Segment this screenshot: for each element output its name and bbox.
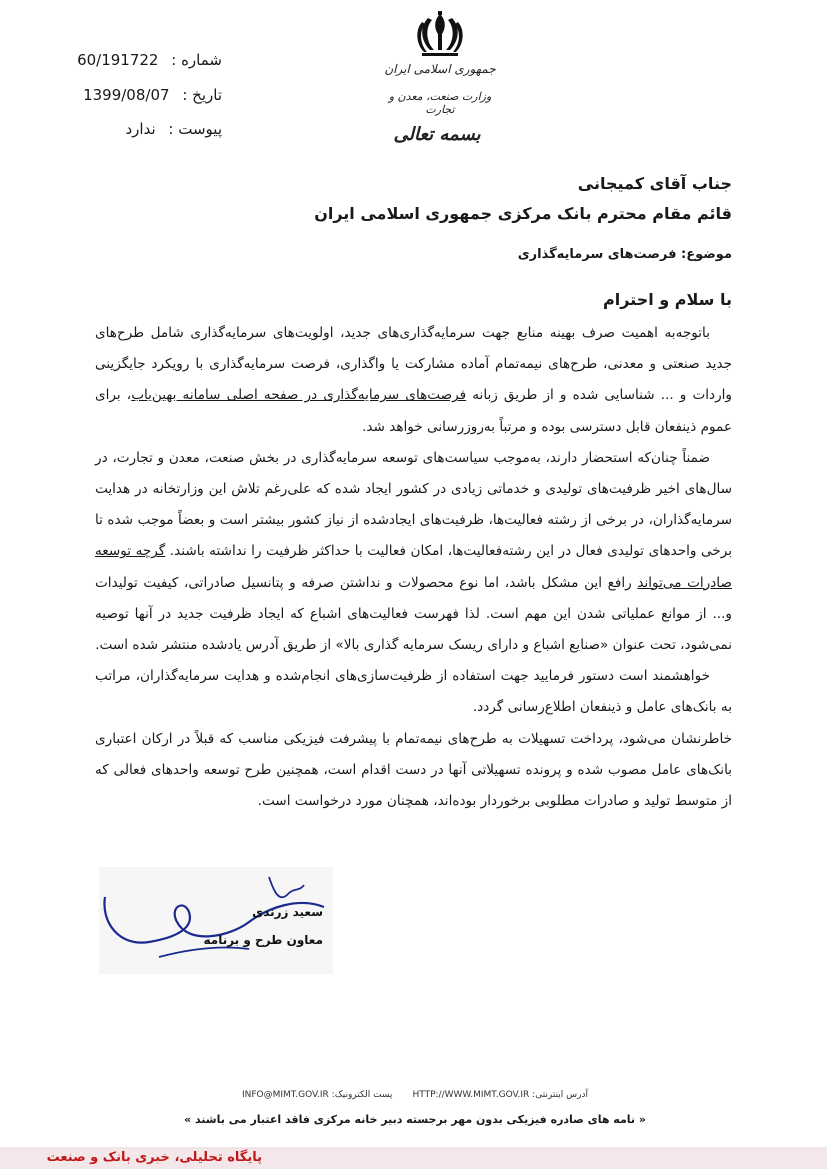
underlined-phrase-2: گرچه توسعه صادرات می‌تواند	[95, 543, 732, 591]
letter-number-value: 60/191722	[77, 51, 159, 69]
letter-attachment-label: پیوست :	[168, 120, 222, 138]
signatory-title: معاون طرح و برنامه	[203, 933, 323, 947]
subject-line: موضوع: فرصت‌های سرمایه‌گذاری	[517, 247, 732, 262]
source-banner-text: پایگاه تحلیلی، خبری بانک و صنعت	[46, 1150, 262, 1165]
letter-date	[83, 86, 222, 104]
iran-emblem-icon	[414, 10, 466, 64]
letter-number	[77, 51, 222, 69]
letter-date-value: 1399/08/07	[83, 86, 170, 104]
paragraph-4: خاطرنشان می‌شود، پرداخت تسهیلات به طرح‌های نیمه‌تمام با پیشرفت فیزیکی مناسب که قبلاً در ارکان اعتباری بانک‌های عامل مصوب شده و پرونده تسهیلاتی آنها در دست اقدام است، همچنین طرح توسعه واحدهای فعالی که از متوسط تولید و صادرات مطلوبی برخوردار بوده‌اند، همچنان مورد درخواست است.	[95, 730, 732, 810]
footer-contact	[120, 1090, 710, 1100]
handwritten-signature-icon	[99, 867, 333, 974]
header-ministry: وزارت صنعت، معدن و تجارت	[388, 90, 492, 116]
underlined-phrase-1: فرصت‌های سرمایه‌گذاری در صفحه اصلی سامانه بهین‌یاب	[131, 387, 467, 404]
header-bismillah: بسمه تعالی	[393, 124, 481, 145]
signature-block	[99, 867, 333, 974]
footer-website-label: :آدرس اینترنتی	[532, 1090, 589, 1100]
recipient-name: جناب آقای کمیجانی	[577, 174, 732, 193]
footer-website: HTTP://WWW.MIMT.GOV.IR	[412, 1090, 530, 1100]
paragraph-3: خواهشمند است دستور فرمایید جهت استفاده از ظرفیت‌سازی‌های انجام‌شده و هدایت سرمایه‌گذاران، مراتب به بانک‌های عامل و ذینفعان اطلاع‌رسانی گردد.	[95, 668, 732, 716]
greeting: با سلام و احترام	[603, 290, 732, 309]
signatory-name: سعید زرندی	[252, 905, 323, 919]
paragraph-2: ضمناً چنان‌که استحضار دارند، به‌موجب سیاست‌های توسعه سرمایه‌گذاری در بخش صنعت، معدن و تجارت، در سال‌های اخیر ظرفیت‌های تولیدی و خدماتی زیادی در کشور ایجاد شده که علی‌رغم تلاش این وزارتخانه در هدایت سرمایه‌گذاران، در برخی از رشته فعالیت‌ها، ظرفیت‌های ایجادشده از نیاز کشور بیشتر است و بعضاً موجب شده تا برخی واحدهای تولیدی فعال در این رشته‌فعالیت‌ها، امکان فعالیت با حداکثر ظرفیت را نداشته باشند. گرچه توسعه صادرات می‌تواند رافع این مشکل باشد، اما نوع محصولات و نداشتن صرفه و پتانسیل صادراتی، کیفیت تولیدات و... از موانع عملیاتی شدن این مهم است. لذا فهرست فعالیت‌های اشباع که ایجاد ظرفیت جدید در آنها توصیه نمی‌شود، تحت عنوان «صنایع اشباع و دارای ریسک سرمایه گذاری بالا» از طریق آدرس یادشده منتشر شده است.	[95, 449, 732, 654]
paragraph-1: باتوجه‌به اهمیت صرف بهینه منابع جهت سرمایه‌گذاری‌های جدید، اولویت‌های سرمایه‌گذاری شامل طرح‌های جدید صنعتی و معدنی، طرح‌های نیمه‌تمام آماده مشارکت یا واگذاری، فرصت سرمایه‌گذاری با رویکرد جایگزینی واردات و ... شناسایی شده و از طریق زبانه فرصت‌های سرمایه‌گذاری در صفحه اصلی سامانه بهین‌یاب، برای عموم ذینفعان قابل دسترسی بوده و مرتباً به‌روزرسانی خواهد شد.	[95, 325, 732, 435]
letter-attachment	[126, 120, 223, 138]
footer-email-label: :پست الکترونیک	[331, 1090, 393, 1100]
letter-attachment-value: ندارد	[125, 120, 156, 138]
letter-body	[95, 318, 732, 817]
recipient-title: قائم مقام محترم بانک مرکزی جمهوری اسلامی ایران	[314, 204, 732, 223]
letter-date-label: تاریخ :	[182, 86, 222, 104]
footer-email: INFO@MIMT.GOV.IR	[241, 1090, 329, 1100]
footer-note: « نامه های صادره فیزیکی بدون مهر برجسته دبیر خانه مرکزی فاقد اعتبار می باشند »	[184, 1113, 646, 1126]
header-country: جمهوری اسلامی ایران	[384, 62, 496, 76]
letter-number-label: شماره :	[171, 51, 222, 69]
